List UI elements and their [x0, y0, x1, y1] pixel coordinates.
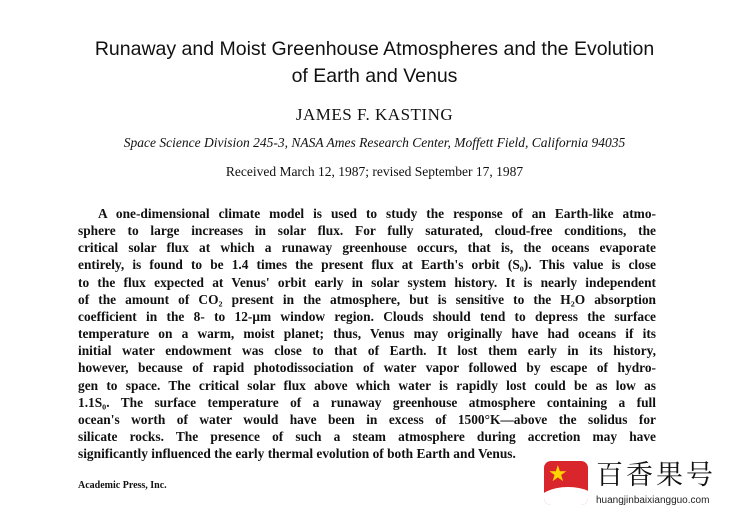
title-line: Runaway and Moist Greenhouse Atmospheres and the Evolution [94, 38, 655, 60]
abstract-line: coefficient in the 8- to 12-μm window region. Clouds should tend to depress the surface [78, 308, 656, 324]
title-line: of Earth and Venus [291, 65, 458, 87]
abstract-line: to the flux expected at Venus' orbit early in solar system history. It is nearly independent [78, 274, 656, 290]
abstract-line: significantly influenced the early thermal evolution of both Earth and Venus. [78, 446, 516, 462]
abstract-line: sphere to large increases in solar flux. For fully saturated, cloud-free conditions, the [78, 223, 656, 239]
watermark-url: huangjinbaixiangguo.com [596, 495, 710, 506]
abstract-line: critical solar flux at which a runaway greenhouse occurs, that is, the oceans evaporate [78, 240, 656, 256]
abstract-line: A one-dimensional climate model is used to study the response of an Earth-like atmo- [98, 206, 656, 221]
received-dates: Received March 12, 1987; revised September 17, 1987 [225, 164, 524, 179]
site-watermark [538, 454, 746, 514]
star-icon: ★ [548, 462, 568, 487]
author-affiliation: Space Science Division 245-3, NASA Ames Research Center, Moffett Field, California 94035 [123, 135, 626, 150]
abstract-line: initial water endowment was close to that of Earth. It lost them early in its history, [78, 343, 656, 359]
abstract-line: of the amount of CO₂ present in the atmosphere, but is sensitive to the H₂O absorption [78, 291, 656, 307]
watermark-logo-icon [544, 461, 588, 505]
abstract-line: entirely, is found to be 1.4 times the present flux at Earth's orbit (S₀). This value is close [78, 257, 656, 273]
abstract [78, 205, 656, 462]
paper-title [40, 36, 709, 90]
abstract-line: ocean's worth of water would have been in excess of 1500°K—above the solidus for [78, 411, 656, 427]
abstract-line: however, because of rapid photodissociation of water vapor followed by escape of hydro- [78, 360, 656, 376]
abstract-line: temperature on a warm, moist planet; thus, Venus may originally have had oceans if its [78, 326, 656, 342]
watermark-name: 百香果号 [596, 460, 716, 491]
author-name: JAMES F. KASTING [295, 105, 454, 124]
abstract-line: gen to space. The critical solar flux above which water is rapidly lost could be as low as [78, 377, 656, 393]
abstract-line: silicate rocks. The presence of such a steam atmosphere during accretion may have [78, 429, 656, 445]
abstract-line: 1.1S₀. The surface temperature of a runaway greenhouse atmosphere containing a full [78, 394, 656, 410]
publisher-credit: Academic Press, Inc. [78, 480, 167, 491]
